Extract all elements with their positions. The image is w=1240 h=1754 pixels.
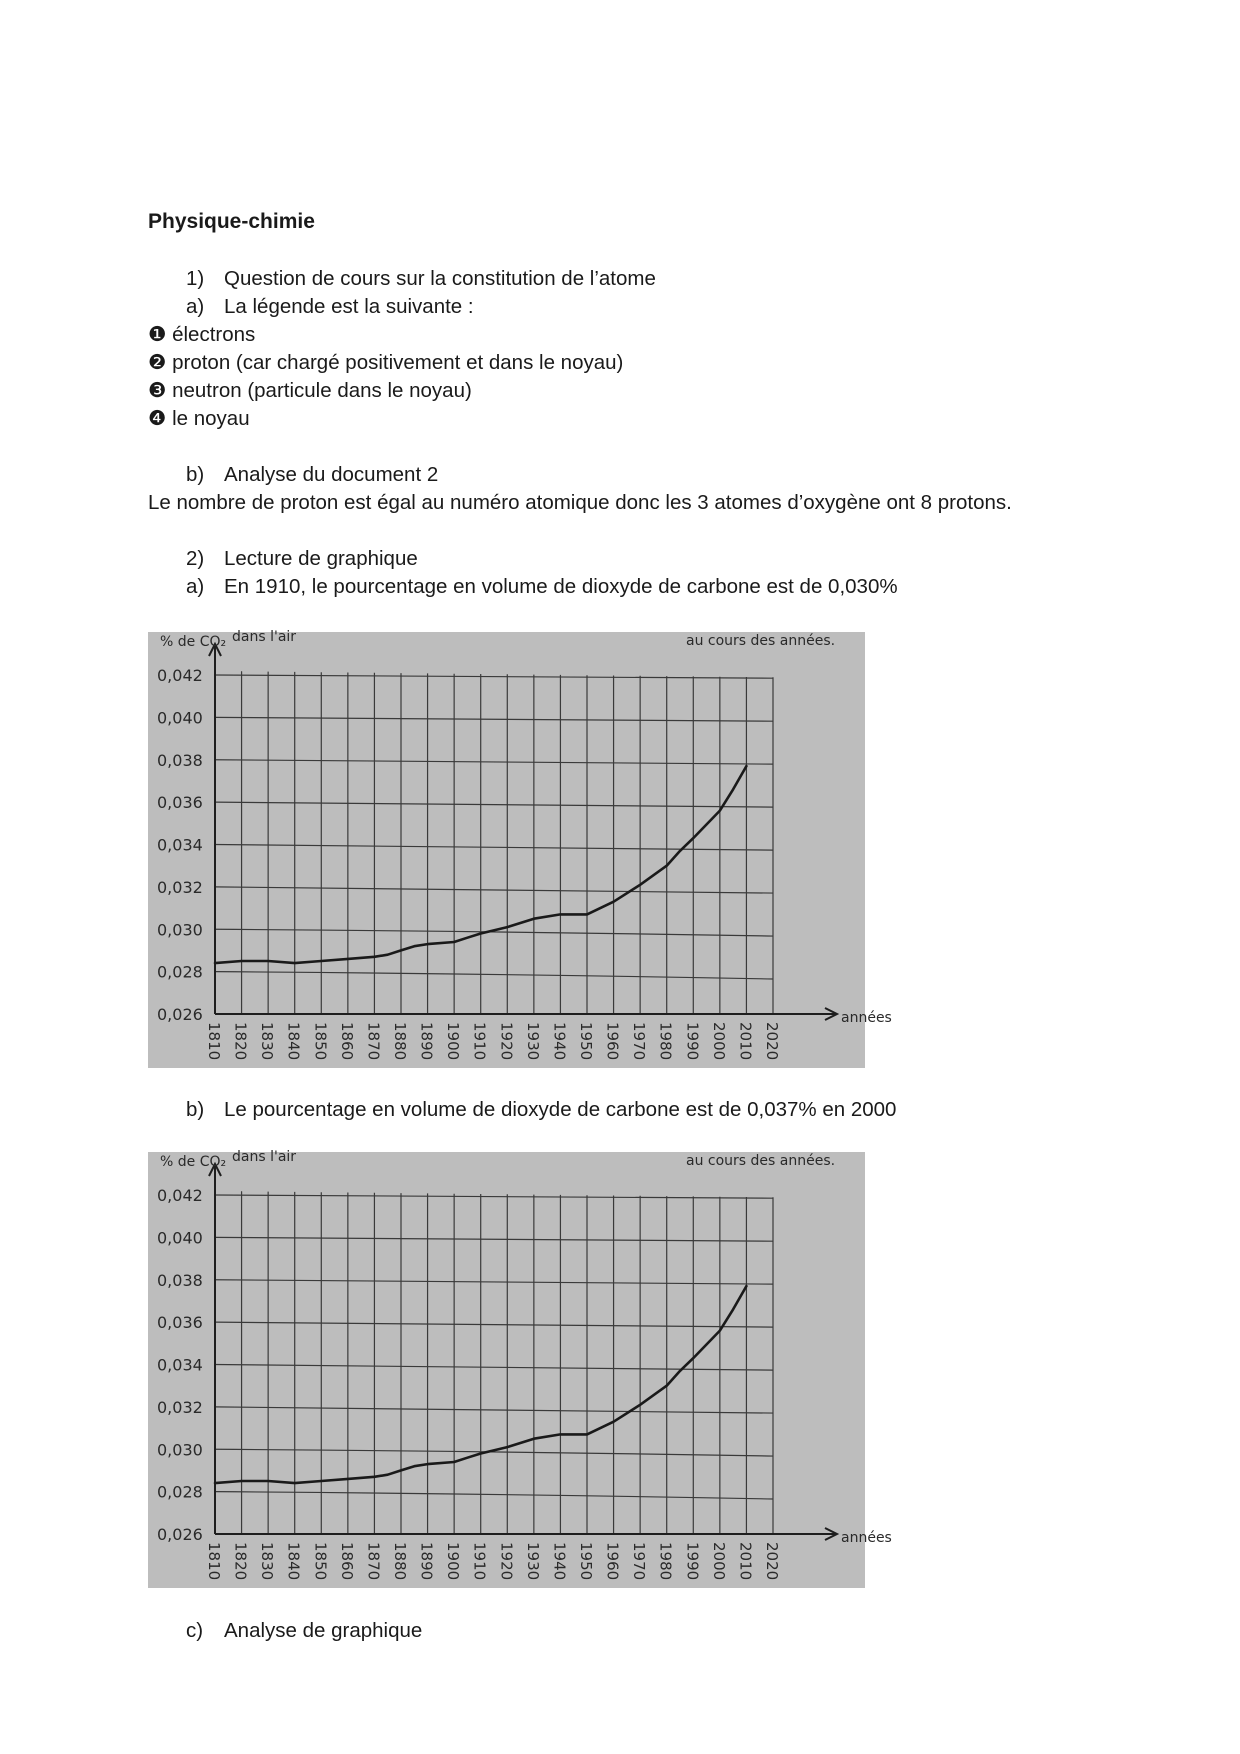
legend-marker: ❸ — [148, 379, 167, 402]
chart-title-fragment: au cours des années. — [686, 633, 836, 649]
y-tick-label: 0,028 — [157, 1482, 203, 1502]
x-tick-label: 1970 — [630, 1542, 649, 1581]
co2-chart — [148, 1149, 892, 1588]
x-tick-label: 1880 — [391, 1542, 409, 1581]
legend-text: neutron (particule dans le noyau) — [172, 379, 472, 402]
x-tick-label: 1990 — [683, 1542, 702, 1581]
y-tick-label: 0,028 — [157, 962, 203, 982]
x-tick-label: 1980 — [656, 1022, 675, 1061]
legend-item-3 — [148, 378, 472, 404]
y-tick-label: 0,040 — [157, 708, 203, 728]
x-tick-label: 1920 — [497, 1022, 516, 1061]
x-tick-label: 1810 — [205, 1022, 223, 1061]
question-text: Question de cours sur la constitution de l’atome — [224, 267, 656, 290]
chart-title-fragment: dans l'air — [232, 629, 297, 645]
x-tick-label: 2010 — [736, 1022, 755, 1061]
x-tick-label: 1960 — [603, 1542, 622, 1581]
y-tick-label: 0,040 — [157, 1228, 203, 1248]
x-tick-label: 1850 — [311, 1542, 330, 1581]
co2-chart — [148, 629, 892, 1068]
subquestion-text: Analyse de graphique — [224, 1619, 423, 1642]
y-tick-label: 0,034 — [157, 1355, 203, 1375]
grid-line-horizontal — [215, 1280, 773, 1284]
chart-title-fragment: dans l'air — [232, 1149, 297, 1165]
y-tick-label: 0,026 — [157, 1005, 203, 1024]
x-axis-label: années — [841, 1010, 892, 1026]
subquestion-text: Analyse du document 2 — [224, 463, 439, 486]
x-tick-label: 1830 — [258, 1022, 277, 1061]
legend-item-4 — [148, 406, 250, 432]
x-tick-label: 1950 — [577, 1542, 595, 1581]
question-2c-heading — [186, 1618, 422, 1644]
x-tick-label: 1910 — [470, 1022, 489, 1061]
chart-title-fragment: au cours des années. — [686, 1153, 836, 1169]
grid-line-horizontal — [215, 1322, 773, 1327]
x-tick-label: 2020 — [763, 1542, 781, 1581]
x-tick-label: 2000 — [709, 1022, 728, 1061]
x-tick-label: 2000 — [709, 1542, 728, 1581]
question-2-heading — [186, 546, 418, 572]
grid-line-horizontal — [215, 717, 773, 721]
x-tick-label: 1840 — [284, 1542, 303, 1581]
grid-line-horizontal — [215, 887, 773, 893]
x-tick-label: 2010 — [736, 1542, 755, 1581]
question-number: 2) — [186, 547, 205, 570]
subquestion-text: En 1910, le pourcentage en volume de dioxyde de carbone est de 0,030% — [224, 575, 898, 598]
x-tick-label: 1870 — [364, 1542, 383, 1581]
answer-paragraph: Le nombre de proton est égal au numéro atomique donc les 3 atomes d’oxygène ont 8 protons. — [148, 491, 1012, 514]
y-axis-label: % de CO₂ — [160, 634, 227, 650]
y-tick-label: 0,042 — [157, 1186, 203, 1205]
x-tick-label: 1890 — [417, 1022, 436, 1061]
x-tick-label: 1930 — [523, 1542, 542, 1581]
y-tick-label: 0,026 — [157, 1525, 203, 1544]
grid-line-horizontal — [215, 675, 773, 678]
x-tick-label: 1980 — [656, 1542, 675, 1581]
subquestion-letter: c) — [186, 1619, 204, 1642]
legend-text: le noyau — [172, 407, 250, 430]
x-axis-label: années — [841, 1530, 892, 1546]
grid-line-horizontal — [215, 1195, 773, 1198]
subquestion-text: Le pourcentage en volume de dioxyde de carbone est de 0,037% en 2000 — [224, 1098, 897, 1121]
legend-text: proton (car chargé positivement et dans le noyau) — [172, 351, 624, 374]
x-tick-label: 1940 — [550, 1542, 569, 1581]
legend-text: électrons — [172, 323, 256, 346]
x-tick-label: 1880 — [391, 1022, 409, 1061]
y-tick-label: 0,038 — [157, 1270, 203, 1290]
question-2b-heading — [186, 1097, 896, 1123]
x-tick-label: 1840 — [284, 1022, 303, 1061]
x-tick-label: 1810 — [205, 1542, 223, 1581]
question-1-heading — [186, 266, 656, 292]
y-tick-label: 0,030 — [157, 1440, 203, 1460]
x-tick-label: 1910 — [470, 1542, 489, 1581]
subquestion-letter: a) — [186, 575, 205, 598]
y-tick-label: 0,036 — [157, 793, 203, 813]
page-title: Physique-chimie — [148, 210, 315, 233]
grid-line-horizontal — [215, 1492, 773, 1499]
x-tick-label: 1900 — [444, 1022, 463, 1061]
grid-line-horizontal — [215, 1407, 773, 1413]
x-tick-label: 1860 — [337, 1022, 356, 1061]
grid-line-horizontal — [215, 760, 773, 764]
legend-item-2 — [148, 350, 623, 376]
y-tick-label: 0,034 — [157, 835, 203, 855]
x-tick-label: 1990 — [683, 1022, 702, 1061]
y-tick-label: 0,042 — [157, 666, 203, 685]
y-tick-label: 0,032 — [157, 877, 203, 897]
y-tick-label: 0,038 — [157, 750, 203, 770]
question-2a-heading — [186, 574, 898, 600]
x-tick-label: 1930 — [523, 1022, 542, 1061]
x-tick-label: 1920 — [497, 1542, 516, 1581]
x-tick-label: 1970 — [630, 1022, 649, 1061]
subquestion-text: La légende est la suivante : — [224, 295, 474, 318]
x-tick-label: 1960 — [603, 1022, 622, 1061]
x-tick-label: 1820 — [231, 1542, 250, 1581]
subquestion-letter: a) — [186, 295, 205, 318]
y-tick-label: 0,030 — [157, 920, 203, 940]
x-tick-label: 1850 — [311, 1022, 330, 1061]
y-tick-label: 0,036 — [157, 1313, 203, 1333]
x-tick-label: 1950 — [577, 1022, 595, 1061]
grid-line-horizontal — [215, 1237, 773, 1241]
co2-chart-figure — [148, 1149, 892, 1588]
x-tick-label: 1900 — [444, 1542, 463, 1581]
y-tick-label: 0,032 — [157, 1397, 203, 1417]
x-tick-label: 1940 — [550, 1022, 569, 1061]
grid-line-horizontal — [215, 802, 773, 807]
subquestion-letter: b) — [186, 1098, 205, 1121]
legend-marker: ❹ — [148, 407, 167, 430]
question-number: 1) — [186, 267, 205, 290]
x-tick-label: 1830 — [258, 1542, 277, 1581]
x-tick-label: 1820 — [231, 1022, 250, 1061]
legend-marker: ❶ — [148, 323, 167, 346]
x-tick-label: 2020 — [763, 1022, 781, 1061]
y-axis-label: % de CO₂ — [160, 1154, 227, 1170]
grid-line-horizontal — [215, 845, 773, 851]
x-tick-label: 1870 — [364, 1022, 383, 1061]
question-text: Lecture de graphique — [224, 547, 418, 570]
x-tick-label: 1890 — [417, 1542, 436, 1581]
legend-marker: ❷ — [148, 351, 167, 374]
legend-item-1 — [148, 322, 255, 348]
question-1b-heading — [186, 462, 438, 488]
question-1a-heading — [186, 294, 474, 320]
x-tick-label: 1860 — [337, 1542, 356, 1581]
co2-chart-figure — [148, 629, 892, 1068]
subquestion-letter: b) — [186, 463, 205, 486]
grid-line-horizontal — [215, 1365, 773, 1371]
grid-line-horizontal — [215, 972, 773, 979]
